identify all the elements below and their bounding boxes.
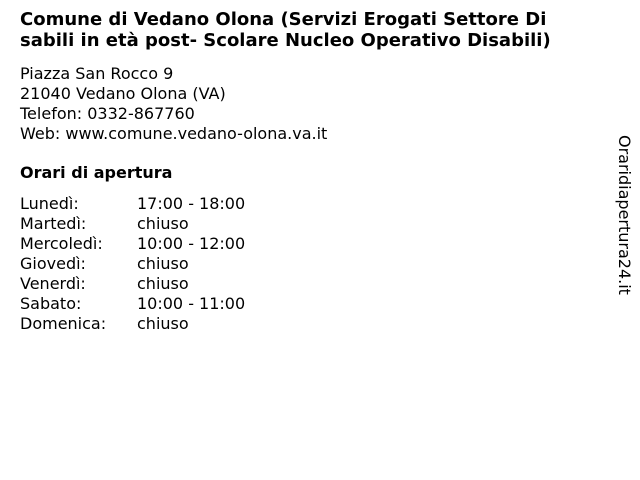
day-label: Lunedì: xyxy=(20,194,79,213)
hours-row-saturday xyxy=(20,294,245,314)
opening-hours-table xyxy=(20,194,245,334)
hours-row-wednesday xyxy=(20,234,245,254)
hours-row-tuesday xyxy=(20,214,245,234)
day-hours: 10:00 - 12:00 xyxy=(137,234,246,253)
contact-info xyxy=(20,64,327,144)
day-hours: 17:00 - 18:00 xyxy=(137,194,246,213)
hours-row-sunday xyxy=(20,314,245,334)
day-hours: chiuso xyxy=(137,314,189,333)
day-label: Mercoledì: xyxy=(20,234,103,253)
page-title-line-2: sabili in età post- Scolare Nucleo Operativo Disabili) xyxy=(20,30,551,51)
opening-hours-heading: Orari di apertura xyxy=(20,163,173,182)
hours-row-friday xyxy=(20,274,245,294)
page-title xyxy=(20,9,618,51)
website-link[interactable]: Web: www.comune.vedano-olona.va.it xyxy=(20,124,328,143)
day-label: Domenica: xyxy=(20,314,107,333)
day-label: Venerdì: xyxy=(20,274,86,293)
phone-number: Telefon: 0332-867760 xyxy=(20,104,195,123)
site-brand-vertical: Oraridiapertura24.it xyxy=(615,135,634,295)
day-label: Sabato: xyxy=(20,294,82,313)
day-hours: 10:00 - 11:00 xyxy=(137,294,246,313)
address-city: 21040 Vedano Olona (VA) xyxy=(20,84,226,103)
day-hours: chiuso xyxy=(137,254,189,273)
day-hours: chiuso xyxy=(137,214,189,233)
day-label: Martedì: xyxy=(20,214,87,233)
hours-row-monday xyxy=(20,194,245,214)
page-title-line-1: Comune di Vedano Olona (Servizi Erogati Settore Di xyxy=(20,9,547,30)
address-street: Piazza San Rocco 9 xyxy=(20,64,174,83)
hours-row-thursday xyxy=(20,254,245,274)
day-hours: chiuso xyxy=(137,274,189,293)
day-label: Giovedì: xyxy=(20,254,86,273)
